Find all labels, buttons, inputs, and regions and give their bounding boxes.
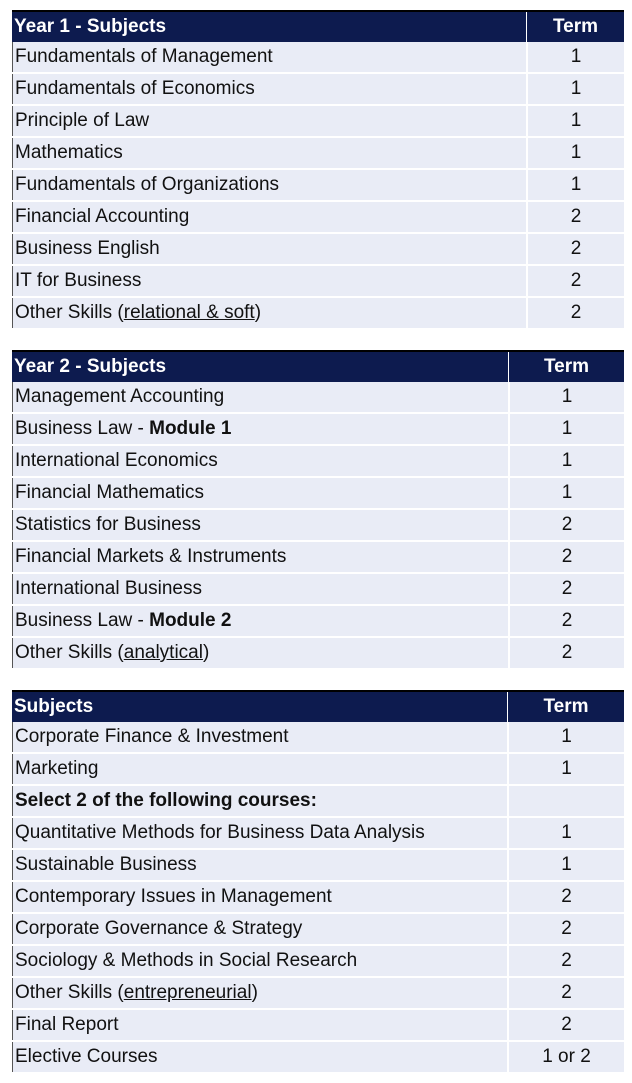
subject-text: Fundamentals of Organizations — [15, 174, 280, 195]
table-row — [12, 606, 624, 638]
subject-text: ) — [202, 642, 210, 663]
subject-cell — [12, 786, 507, 816]
term-cell: 2 — [508, 638, 624, 668]
table-row — [12, 74, 624, 106]
table-row — [12, 382, 624, 414]
subject-emphasis: Module 1 — [149, 418, 232, 439]
table-row — [12, 170, 624, 202]
subject-text: International Economics — [15, 450, 218, 471]
subject-text: Fundamentals of Economics — [15, 78, 255, 99]
subject-cell — [12, 382, 508, 412]
term-cell: 1 — [526, 170, 624, 200]
subject-text: Financial Accounting — [15, 206, 190, 227]
subject-text: Management Accounting — [15, 386, 225, 407]
subject-text: Other Skills ( — [15, 642, 124, 663]
subject-text: Financial Markets & Instruments — [15, 546, 287, 567]
subject-text: International Business — [15, 578, 202, 599]
table-row — [12, 786, 624, 818]
subject-text: Other Skills ( — [15, 982, 124, 1003]
table-row — [12, 478, 624, 510]
subject-cell — [12, 202, 526, 232]
year1-subject-header: Year 1 - Subjects — [14, 16, 167, 37]
term-cell: 1 or 2 — [507, 1042, 624, 1072]
subject-cell — [12, 606, 508, 636]
table-row — [12, 1010, 624, 1042]
subject-cell — [12, 542, 508, 572]
term-cell: 1 — [508, 382, 624, 412]
term-cell: 1 — [508, 478, 624, 508]
subject-text: Mathematics — [15, 142, 123, 163]
subject-cell — [12, 882, 507, 912]
table-row — [12, 850, 624, 882]
subject-cell — [12, 138, 526, 168]
term-cell: 2 — [508, 510, 624, 540]
year3-rows — [12, 722, 624, 1074]
subject-cell — [12, 754, 507, 784]
subject-cell — [12, 510, 508, 540]
term-cell: 2 — [526, 234, 624, 264]
subject-emphasis: Module 2 — [149, 610, 232, 631]
subject-cell — [12, 818, 507, 848]
subject-cell — [12, 914, 507, 944]
subject-text: Business English — [15, 238, 160, 259]
term-cell: 2 — [508, 606, 624, 636]
subject-cell — [12, 74, 526, 104]
subject-cell — [12, 414, 508, 444]
table-row — [12, 42, 624, 74]
table-row — [12, 754, 624, 786]
table-row — [12, 542, 624, 574]
subject-cell — [12, 42, 526, 72]
term-cell: 1 — [507, 754, 624, 784]
table-row — [12, 722, 624, 754]
year3-header-row — [12, 690, 624, 722]
term-cell: 1 — [526, 138, 624, 168]
year2-table — [12, 350, 624, 670]
subject-cell — [12, 978, 507, 1008]
subject-cell — [12, 478, 508, 508]
subject-text: Fundamentals of Management — [15, 46, 273, 67]
table-row — [12, 510, 624, 542]
table-row — [12, 202, 624, 234]
subject-link[interactable]: analytical — [123, 642, 203, 663]
term-cell: 1 — [507, 722, 624, 752]
table-row — [12, 138, 624, 170]
subject-text: Sustainable Business — [15, 854, 197, 875]
subject-cell — [12, 266, 526, 296]
year3-term-header: Term — [507, 692, 624, 722]
subject-text: ) — [254, 302, 262, 323]
subject-cell — [12, 722, 507, 752]
subject-text: Contemporary Issues in Management — [15, 886, 332, 907]
year2-header-row — [12, 350, 624, 382]
term-cell: 2 — [507, 914, 624, 944]
subject-cell — [12, 1042, 507, 1072]
year2-rows — [12, 382, 624, 670]
subject-text: Elective Courses — [15, 1046, 158, 1067]
table-row — [12, 914, 624, 946]
year2-term-header: Term — [508, 352, 624, 382]
table-row — [12, 234, 624, 266]
table-row — [12, 106, 624, 138]
term-cell: 1 — [508, 446, 624, 476]
table-row — [12, 446, 624, 478]
term-cell — [507, 786, 624, 816]
subject-cell — [12, 574, 508, 604]
term-cell: 2 — [507, 1010, 624, 1040]
subject-text: Corporate Finance & Investment — [15, 726, 289, 747]
table-row — [12, 818, 624, 850]
term-cell: 1 — [526, 106, 624, 136]
year1-table — [12, 10, 624, 330]
subject-cell — [12, 446, 508, 476]
table-row — [12, 414, 624, 446]
term-cell: 1 — [507, 818, 624, 848]
term-cell: 1 — [508, 414, 624, 444]
term-cell: 1 — [507, 850, 624, 880]
year2-subject-header: Year 2 - Subjects — [14, 356, 167, 377]
term-cell: 2 — [526, 298, 624, 328]
subject-cell — [12, 638, 508, 668]
year1-header-row — [12, 10, 624, 42]
subject-cell — [12, 170, 526, 200]
subject-text: Business Law - — [15, 610, 150, 631]
term-cell: 2 — [507, 978, 624, 1008]
term-cell: 2 — [507, 946, 624, 976]
subject-link[interactable]: relational & soft — [123, 302, 255, 323]
year3-subject-header: Subjects — [14, 696, 94, 717]
subject-text: Marketing — [15, 758, 99, 779]
subject-cell — [12, 234, 526, 264]
subject-text: Statistics for Business — [15, 514, 201, 535]
subject-cell — [12, 946, 507, 976]
subject-cell — [12, 850, 507, 880]
term-cell: 2 — [507, 882, 624, 912]
subject-link[interactable]: entrepreneurial — [123, 982, 252, 1003]
subject-text: Sociology & Methods in Social Research — [15, 950, 358, 971]
subject-text: IT for Business — [15, 270, 142, 291]
table-row — [12, 298, 624, 330]
table-row — [12, 882, 624, 914]
term-cell: 1 — [526, 74, 624, 104]
subject-cell — [12, 298, 526, 328]
subject-text: ) — [251, 982, 258, 1003]
subject-text: Principle of Law — [15, 110, 150, 131]
year3-table — [12, 690, 624, 1074]
table-row — [12, 978, 624, 1010]
year1-rows — [12, 42, 624, 330]
year1-term-header: Term — [526, 12, 624, 42]
subject-text: Other Skills ( — [15, 302, 124, 323]
subject-emphasis: Select 2 of the following courses: — [15, 790, 317, 811]
subject-cell — [12, 106, 526, 136]
term-cell: 2 — [526, 202, 624, 232]
term-cell: 2 — [508, 574, 624, 604]
table-row — [12, 946, 624, 978]
subject-text: Corporate Governance & Strategy — [15, 918, 303, 939]
subject-cell — [12, 1010, 507, 1040]
table-row — [12, 574, 624, 606]
subject-text: Financial Mathematics — [15, 482, 205, 503]
term-cell: 1 — [526, 42, 624, 72]
term-cell: 2 — [526, 266, 624, 296]
table-row — [12, 638, 624, 670]
table-row — [12, 1042, 624, 1074]
term-cell: 2 — [508, 542, 624, 572]
subject-text: Final Report — [15, 1014, 119, 1035]
table-row — [12, 266, 624, 298]
subject-text: Quantitative Methods for Business Data Analysis — [15, 822, 425, 843]
subject-text: Business Law - — [15, 418, 150, 439]
